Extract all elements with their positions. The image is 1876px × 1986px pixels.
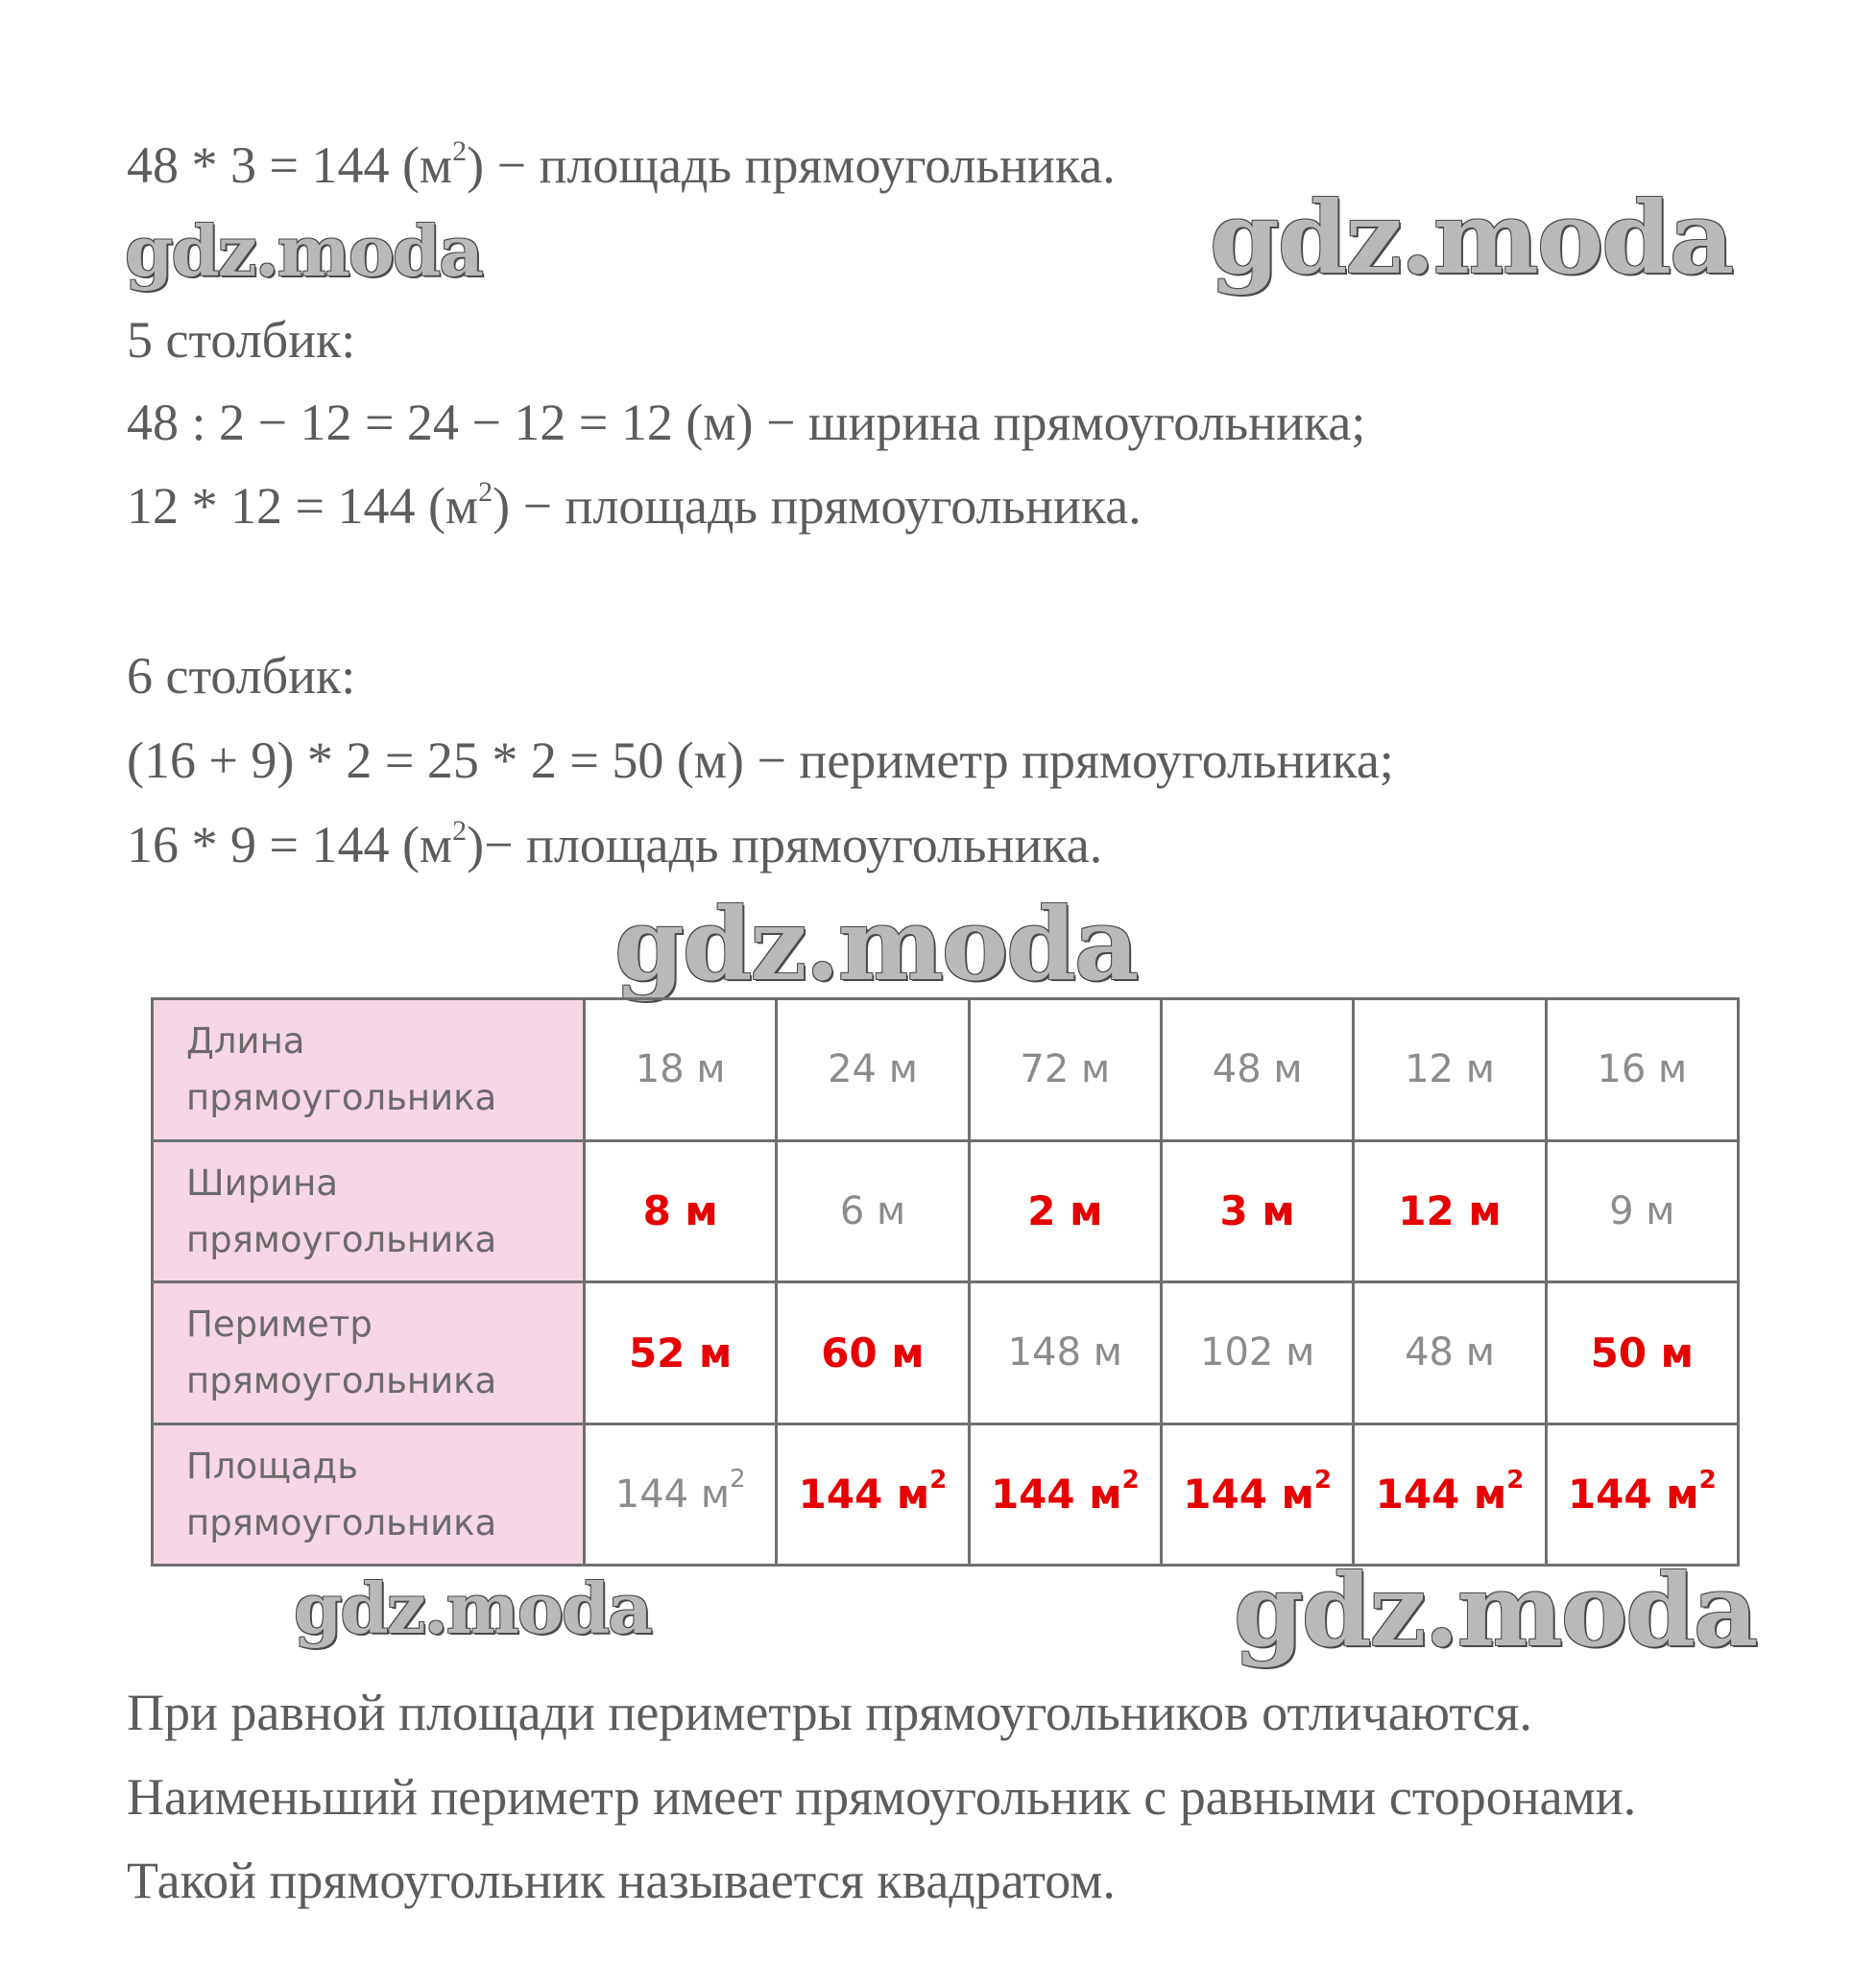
table-cell: 148 м	[969, 1282, 1161, 1424]
answer-cell: 60 м	[777, 1282, 969, 1424]
answer-cell: 144 $м^2$	[969, 1424, 1161, 1566]
table-cell: 16 м	[1546, 999, 1738, 1141]
table-row-width	[153, 1140, 1739, 1282]
answer-cell: 2 м	[969, 1140, 1161, 1282]
table-cell: 24 м	[777, 999, 969, 1141]
row-header-length: Длина прямоугольника	[153, 999, 585, 1141]
equation-line-1: 48 * 3 = 144 $(м^2)$ − площадь прямоугольника.	[127, 135, 1116, 194]
answer-cell: 144 $м^2$	[777, 1424, 969, 1566]
table-cell: 144 $м^2$	[585, 1424, 777, 1566]
row-header-perimeter: Периметр прямоугольника	[153, 1282, 585, 1424]
column-6-heading: 6 столбик:	[127, 647, 356, 705]
watermark: gdz.moda	[125, 210, 482, 292]
table-row-length	[153, 999, 1739, 1141]
answer-cell: 144 $м^2$	[1546, 1424, 1738, 1566]
table-cell: 18 м	[585, 999, 777, 1141]
rectangle-table	[151, 997, 1740, 1567]
answer-cell: 8 м	[585, 1140, 777, 1282]
table-cell: 6 м	[777, 1140, 969, 1282]
answer-cell: 144 $м^2$	[1161, 1424, 1353, 1566]
table-cell: 12 м	[1354, 999, 1546, 1141]
conclusion-line-1: При равной площади периметры прямоугольников отличаются.	[127, 1684, 1532, 1741]
watermark: gdz.moda	[1210, 179, 1733, 297]
table-row-area	[153, 1424, 1739, 1566]
table-row-perimeter	[153, 1282, 1739, 1424]
answer-cell: 12 м	[1354, 1140, 1546, 1282]
table-cell: 48 м	[1161, 999, 1353, 1141]
table-cell: 102 м	[1161, 1282, 1353, 1424]
watermark: gdz.moda	[614, 885, 1138, 1003]
conclusion-line-3: Такой прямоугольник называется квадратом.	[127, 1852, 1116, 1909]
column-5-heading: 5 столбик:	[127, 311, 356, 369]
watermark: gdz.moda	[1234, 1551, 1757, 1669]
answer-cell: 50 м	[1546, 1282, 1738, 1424]
equation-line-4: (16 + 9) * 2 = 25 * 2 = 50 (м) − периметр прямоугольника;	[127, 731, 1394, 789]
conclusion-line-2: Наименьший периметр имеет прямоугольник с равными сторонами.	[127, 1768, 1637, 1826]
table-cell: 9 м	[1546, 1140, 1738, 1282]
row-header-width: Ширина прямоугольника	[153, 1140, 585, 1282]
equation-line-5: 16 * 9 = 144 $(м^2)-$ площадь прямоугольника.	[127, 815, 1103, 873]
table-cell: 48 м	[1354, 1282, 1546, 1424]
answer-cell: 144 $м^2$	[1354, 1424, 1546, 1566]
equation-line-2: 48 : 2 − 12 = 24 − 12 = 12 (м) − ширина прямоугольника;	[127, 394, 1366, 451]
watermark: gdz.moda	[294, 1567, 651, 1649]
equation-line-3: 12 * 12 = 144 $(м^2)$ − площадь прямоугольника.	[127, 476, 1142, 535]
table-cell: 72 м	[969, 999, 1161, 1141]
row-header-area: Площадь прямоугольника	[153, 1424, 585, 1566]
answer-cell: 52 м	[585, 1282, 777, 1424]
answer-cell: 3 м	[1161, 1140, 1353, 1282]
